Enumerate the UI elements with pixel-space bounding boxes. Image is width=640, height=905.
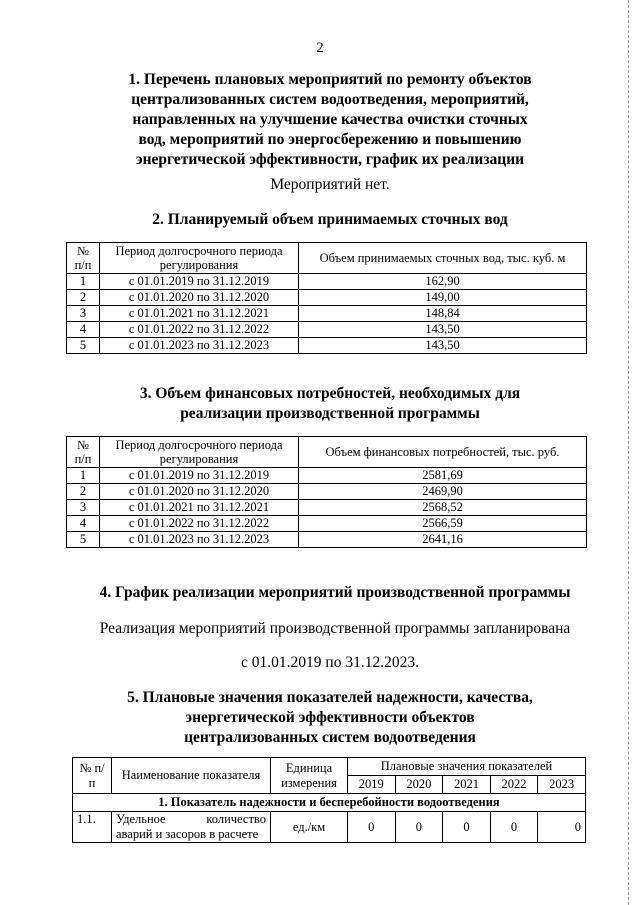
col-header-year: 2021: [443, 776, 491, 794]
section4-text2: с 01.01.2019 по 31.12.2023.: [241, 654, 419, 671]
cell-num: 5: [67, 532, 100, 548]
section3-heading: [40, 384, 620, 424]
section1-heading-line: 1. Перечень плановых мероприятий по ремонту объектов: [128, 71, 532, 88]
col-header-year: 2022: [490, 776, 538, 794]
col-header-volume: Объем принимаемых сточных вод, тыс. куб. м: [299, 243, 587, 274]
section5-heading-line: централизованных систем водоотведения: [184, 729, 476, 746]
cell-num: 2: [67, 290, 100, 306]
cell-num: 3: [67, 306, 100, 322]
table-row: [67, 290, 587, 306]
cell-value: 2568,52: [299, 500, 587, 516]
section1-heading-line: энергетической эффективности, график их реализации: [135, 151, 525, 168]
cell-value: 0: [395, 812, 443, 843]
cell-num: 5: [67, 338, 100, 354]
cell-num: 1.1.: [73, 812, 112, 843]
table-row: [67, 484, 587, 500]
table-row: [67, 338, 587, 354]
col-header-unit: Единица измерения: [271, 758, 348, 794]
section1-text: Мероприятий нет.: [270, 176, 390, 193]
cell-value: 0: [348, 812, 396, 843]
cell-period: с 01.01.2020 по 31.12.2020: [100, 290, 299, 306]
cell-value: 0: [490, 812, 538, 843]
cell-value: 2581,69: [299, 468, 587, 484]
section1-heading: [40, 70, 620, 170]
cell-period: с 01.01.2023 по 31.12.2023: [100, 532, 299, 548]
cell-value: 143,50: [299, 322, 587, 338]
col-header-plan: Плановые значения показателей: [348, 758, 586, 776]
cell-period: с 01.01.2020 по 31.12.2020: [100, 484, 299, 500]
cell-value: 143,50: [299, 338, 587, 354]
section2-heading: 2. Планируемый объем принимаемых сточных вод: [152, 211, 508, 228]
col-header-year: 2020: [395, 776, 443, 794]
cell-value: 2566,59: [299, 516, 587, 532]
col-header-period: Период долгосрочного периода регулирования: [100, 437, 299, 468]
table-row: [67, 532, 587, 548]
section5-heading-line: 5. Плановые значения показателей надежности, качества,: [127, 689, 533, 706]
page-number: 2: [316, 40, 324, 56]
cell-value: 2469,90: [299, 484, 587, 500]
section5-heading: [40, 688, 620, 748]
cell-period: с 01.01.2019 по 31.12.2019: [100, 274, 299, 290]
table-row: [67, 516, 587, 532]
section3-heading-line: 3. Объем финансовых потребностей, необходимых для: [139, 385, 521, 402]
cell-name: Удельное количество аварий и засоров в расчете: [112, 812, 271, 843]
table-row: [67, 468, 587, 484]
section1-heading-line: вод, мероприятий по энергосбережению и повышению: [138, 131, 522, 148]
table-row: [67, 322, 587, 338]
section1-heading-line: направленных на улучшение качества очистки сточных: [132, 111, 528, 128]
table-row: [67, 274, 587, 290]
cell-value: 0: [538, 812, 586, 843]
table-row: [67, 306, 587, 322]
cell-period: с 01.01.2022 по 31.12.2022: [100, 516, 299, 532]
indicators-table: [72, 757, 586, 843]
col-header-num: № п/п: [67, 437, 100, 468]
group-title: 1. Показатель надежности и бесперебойности водоотведения: [73, 794, 586, 812]
section3-heading-line: реализации производственной программы: [180, 405, 480, 422]
section1-heading-line: централизованных систем водоотведения, мероприятий,: [131, 91, 529, 108]
table-row: [73, 812, 586, 843]
col-header-name: Наименование показателя: [112, 758, 271, 794]
section4-text1: Реализация мероприятий производственной программы запланирована: [99, 620, 571, 637]
cell-value: 149,00: [299, 290, 587, 306]
cell-period: с 01.01.2021 по 31.12.2021: [100, 306, 299, 322]
finance-table: [66, 436, 587, 548]
cell-period: с 01.01.2021 по 31.12.2021: [100, 500, 299, 516]
cell-period: с 01.01.2019 по 31.12.2019: [100, 468, 299, 484]
section4-heading: 4. График реализации мероприятий производственной программы: [99, 584, 571, 601]
cell-value: 148,84: [299, 306, 587, 322]
cell-value: 2641,16: [299, 532, 587, 548]
cell-value: 162,90: [299, 274, 587, 290]
cell-period: с 01.01.2022 по 31.12.2022: [100, 322, 299, 338]
col-header-period: Период долгосрочного периода регулирования: [100, 243, 299, 274]
cell-num: 1: [67, 468, 100, 484]
col-header-finance: Объем финансовых потребностей, тыс. руб.: [299, 437, 587, 468]
col-header-num: № п/п: [73, 758, 112, 794]
cell-unit: ед./км: [271, 812, 348, 843]
section5-heading-line: энергетической эффективности объектов: [185, 709, 475, 726]
volume-table: [66, 242, 587, 354]
col-header-year: 2019: [348, 776, 396, 794]
cell-value: 0: [443, 812, 491, 843]
cell-num: 2: [67, 484, 100, 500]
cell-num: 4: [67, 322, 100, 338]
cell-num: 1: [67, 274, 100, 290]
col-header-year: 2023: [538, 776, 586, 794]
margin-line: [628, 0, 629, 905]
cell-period: с 01.01.2023 по 31.12.2023: [100, 338, 299, 354]
col-header-num: № п/п: [67, 243, 100, 274]
cell-num: 3: [67, 500, 100, 516]
table-row: [67, 500, 587, 516]
cell-num: 4: [67, 516, 100, 532]
